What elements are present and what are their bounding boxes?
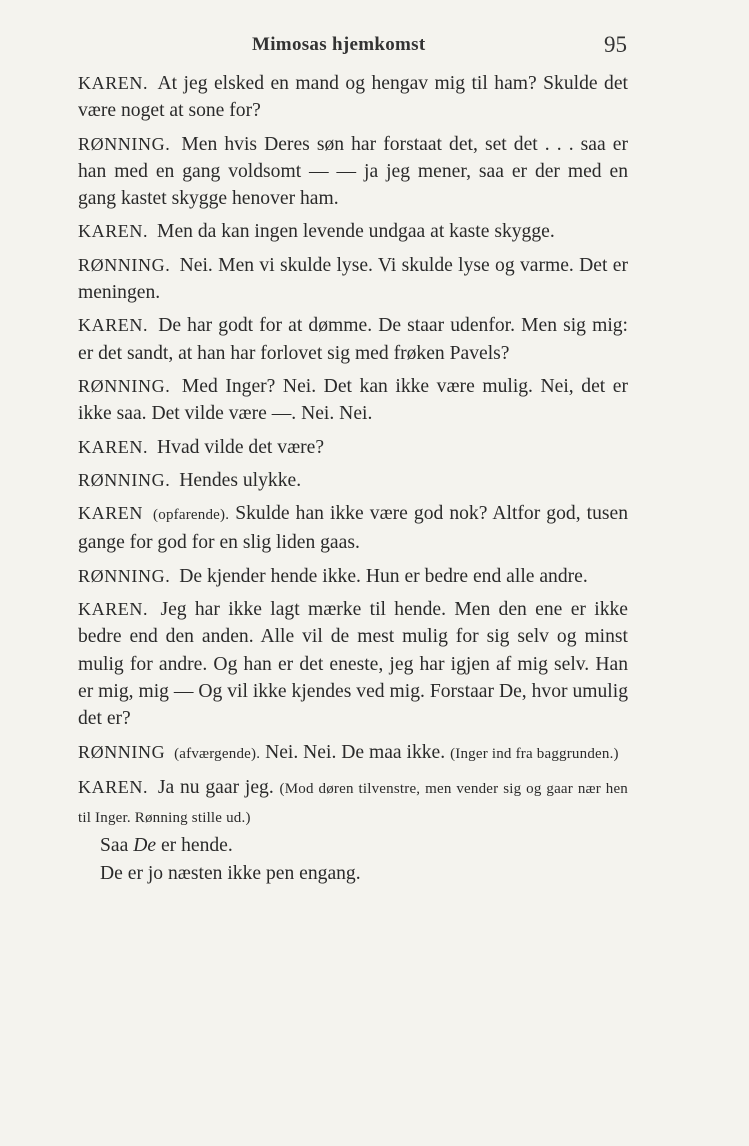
speech-line: De er jo næsten ikke pen engang. [100,862,361,884]
speech-block [78,774,628,887]
speaker-name: RØNNING. [78,469,171,490]
speech-text: Saa [100,835,134,857]
speech-block [78,218,628,245]
speech-line [78,832,628,859]
running-title: Mimosas hjemkomst [252,34,426,55]
stage-direction: (opfarende). [153,507,230,524]
emphasis-text: De [133,835,157,857]
speech-text: Med Inger? Nei. Det kan ikke være mulig. Nei, det er ikke saa. Det vilde være —. Nei. Nei. [78,375,628,425]
speech-text: De har godt for at dømme. De staar udenfor. Men sig mig: er det sandt, at han har forlovet sig med frøken Pavels? [78,315,628,364]
speaker-name: KAREN. [78,315,149,336]
speech-block [78,70,628,125]
speech-text: Nei. Nei. De maa ikke. [265,741,446,763]
speaker-name: RØNNING [78,741,166,762]
speech-block [78,252,628,307]
speech-text: De kjender hende ikke. Hun er bedre end alle andre. [179,565,588,587]
speech-block [78,739,628,768]
speech-text: Men da kan ingen levende undgaa at kaste skygge. [157,221,555,243]
speech-block [78,373,628,428]
stage-direction: (afværgende). [174,745,261,762]
speech-text: Men hvis Deres søn har forstaat det, set det . . . saa er han med en gang voldsomt — — ja jeg mener, saa er der med en gang kastet skygge henover ham. [78,133,628,210]
speaker-name: KAREN. [78,436,149,457]
speaker-name: KAREN. [78,599,149,620]
speech-text: Ja nu gaar jeg. [157,776,274,798]
speech-block [78,131,628,213]
speech-text: Hvad vilde det være? [157,436,325,458]
speech-block [78,434,628,461]
speaker-name: KAREN. [78,221,149,242]
page-number: 95 [604,32,627,57]
stage-direction: (Mod døren tilvenstre, men vender sig og gaar nær hen til Inger. Rønning stille ud.) [78,780,629,827]
speech-text: Jeg har ikke lagt mærke til hende. Men den ene er ikke bedre end den anden. Alle vil de mest mulig for sig selv og minst mulig for andre. Og han er det eneste, jeg har igjen af mig selv. Han er mig, mig — Og vil ikke kjendes ved mig. Forstaar De, hvor umulig det er? [78,599,628,730]
speech-block [78,596,628,732]
speaker-name: RØNNING. [78,375,171,396]
speech-block [78,563,628,590]
speech-text: At jeg elsked en mand og hengav mig til ham? Skulde det være noget at sone for? [78,73,628,122]
speaker-name: RØNNING. [78,133,171,154]
speech-block [78,467,628,494]
speech-text: Hendes ulykke. [179,469,302,491]
speaker-name: KAREN. [78,776,149,797]
speech-text: Skulde han ikke være god nok? Altfor god, tusen gange for god for en slig liden gaas. [78,503,628,554]
running-head [0,34,749,58]
stage-direction: (Inger ind fra baggrunden.) [450,745,619,762]
speech-text: Nei. Men vi skulde lyse. Vi skulde lyse og varme. Det er meningen. [78,254,628,304]
speaker-name: KAREN. [78,73,149,93]
speech-block [78,500,628,557]
speaker-name: RØNNING. [78,565,171,586]
speaker-name: RØNNING. [78,254,171,275]
dialogue-body [78,70,628,893]
speaker-name: KAREN [78,503,143,524]
speech-text: er hende. [156,835,233,857]
speech-block [78,312,628,367]
